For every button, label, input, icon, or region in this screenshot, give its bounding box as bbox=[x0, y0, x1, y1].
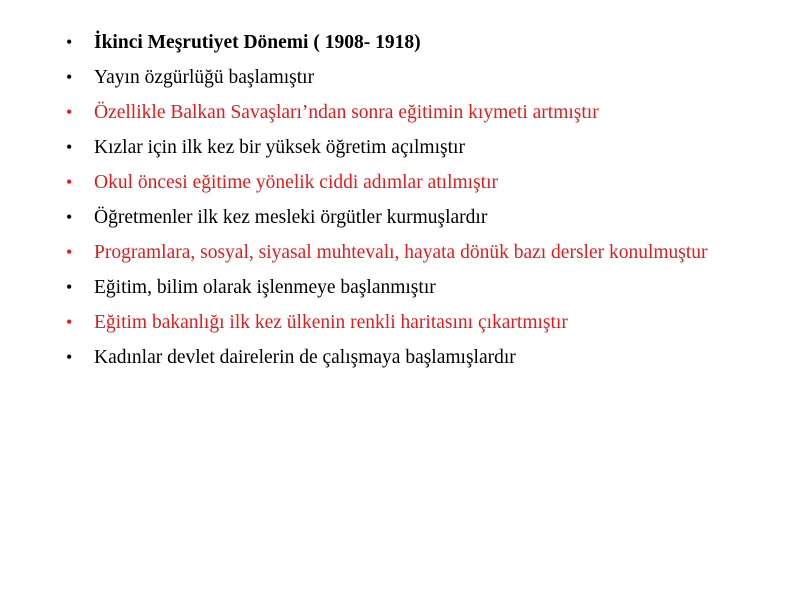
bullet-dot-icon: • bbox=[66, 137, 73, 157]
bullet-text: Okul öncesi eğitime yönelik ciddi adımlar atılmıştır bbox=[94, 172, 498, 193]
bullet-item bbox=[66, 205, 764, 230]
bullet-item bbox=[66, 275, 764, 300]
bullet-item bbox=[66, 65, 764, 90]
bullet-dot-icon: • bbox=[66, 312, 73, 332]
bullet-dot-icon: • bbox=[66, 102, 73, 122]
bullet-item bbox=[66, 135, 764, 160]
bullet-item bbox=[66, 30, 764, 55]
bullet-item bbox=[66, 100, 764, 125]
bullet-item bbox=[66, 310, 764, 335]
bullet-item bbox=[66, 345, 764, 370]
bullet-dot-icon: • bbox=[66, 67, 73, 87]
bullet-dot-icon: • bbox=[66, 277, 73, 297]
bullet-dot-icon: • bbox=[66, 347, 73, 367]
bullet-item bbox=[66, 170, 764, 195]
bullet-text: Özellikle Balkan Savaşları’ndan sonra eğitimin kıymeti artmıştır bbox=[94, 102, 599, 123]
bullet-dot-icon: • bbox=[66, 242, 73, 262]
bullet-item bbox=[66, 240, 764, 265]
bullet-text: Eğitim bakanlığı ilk kez ülkenin renkli haritasını çıkartmıştır bbox=[94, 312, 568, 333]
bullet-dot-icon: • bbox=[66, 32, 73, 52]
bullet-text: Eğitim, bilim olarak işlenmeye başlanmıştır bbox=[94, 277, 436, 298]
bullet-text: Kadınlar devlet dairelerin de çalışmaya başlamışlardır bbox=[94, 347, 516, 368]
bullet-text: Yayın özgürlüğü başlamıştır bbox=[94, 67, 315, 88]
bullet-text: Öğretmenler ilk kez mesleki örgütler kurmuşlardır bbox=[94, 207, 488, 228]
bullet-list bbox=[66, 30, 764, 380]
bullet-text: İkinci Meşrutiyet Dönemi ( 1908- 1918) bbox=[94, 32, 421, 53]
bullet-text: Programlara, sosyal, siyasal muhtevalı, hayata dönük bazı dersler konulmuştur bbox=[94, 242, 708, 263]
bullet-dot-icon: • bbox=[66, 172, 73, 192]
bullet-dot-icon: • bbox=[66, 207, 73, 227]
bullet-text: Kızlar için ilk kez bir yüksek öğretim açılmıştır bbox=[94, 137, 465, 158]
